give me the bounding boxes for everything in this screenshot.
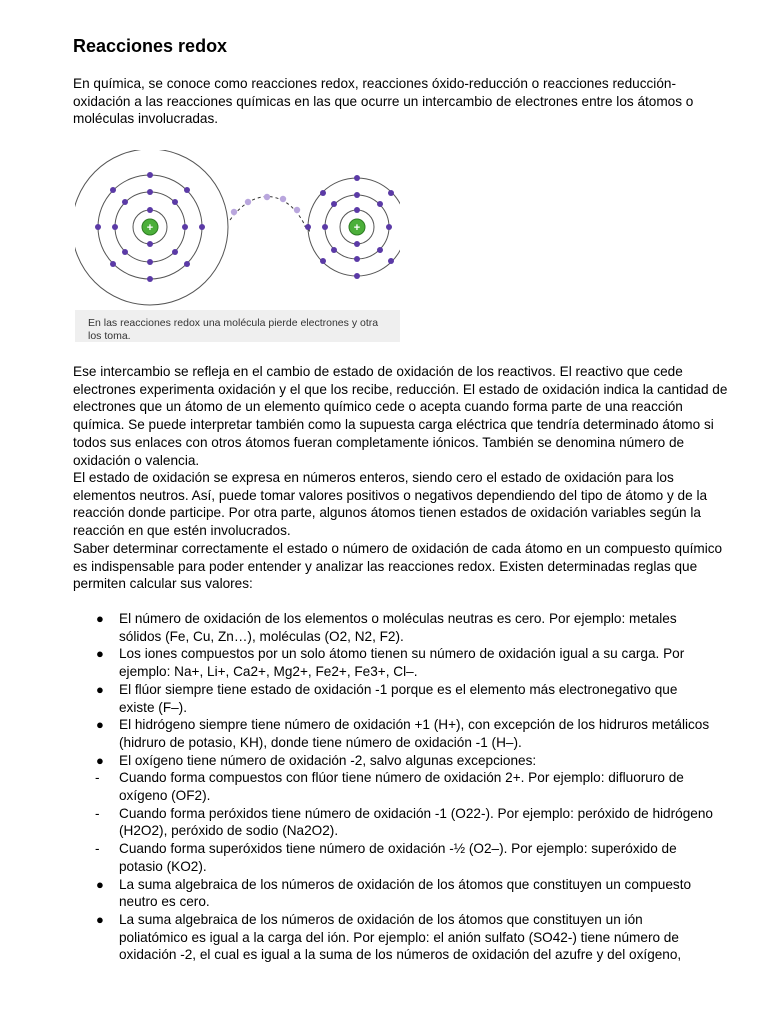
left-nucleus-symbol: + — [146, 222, 154, 234]
list-item-text: El número de oxidación de los elementos o moléculas neutras es cero. Por ejemplo: metales sólidos (Fe, Cu, Zn…), moléculas (O2, N2, F2). — [119, 611, 677, 644]
bullet-marker: ● — [96, 717, 104, 733]
atom-illustration — [75, 150, 400, 310]
list-item-text: El hidrógeno siempre tiene número de oxidación +1 (H+), con excepción de los hidruros metálicos (hidruro de potasio, KH), donde tiene número de oxidación -1 (H–). — [119, 717, 710, 750]
body-paragraph-2: El estado de oxidación se expresa en números enteros, siendo cero el estado de oxidación para los elementos neutros. Así, puede tomar valores positivos o negativos dependiendo del tipo de átomo y de la reacción donde participe. Por otra parte, algunos átomos tienen estados de oxidación variables según la reacción en que estén involucrados. — [73, 470, 708, 539]
redox-figure — [75, 150, 400, 342]
list-item — [73, 681, 713, 716]
bullet-marker: ● — [96, 681, 104, 697]
list-item-text: La suma algebraica de los números de oxidación de los átomos que constituyen un ión poliatómico es igual a la carga del ión. Por ejemplo: el anión sulfato (SO42-) tiene número de oxidación -2, el cual es igual a la suma de los números de oxidación del azufre y del oxígeno, — [119, 911, 682, 963]
dash-marker: - — [95, 841, 100, 857]
list-item-text: Cuando forma peróxidos tiene número de oxidación -1 (O22-). Por ejemplo: peróxido de hidrógeno (H2O2), peróxido de sodio (Na2O2). — [119, 805, 713, 839]
bullet-marker: ● — [96, 911, 104, 927]
list-item — [73, 911, 713, 964]
list-item-text: Cuando forma compuestos con flúor tiene número de oxidación 2+. Por ejemplo: difluoruro de oxígeno (OF2). — [119, 770, 684, 804]
dash-marker: - — [95, 805, 100, 821]
body-paragraph-3: Saber determinar correctamente el estado o número de oxidación de cada átomo en un compuesto químico es indispensable para poder entender y analizar las reacciones redox. Existen determinadas reglas que permiten calcular sus valores: — [73, 541, 723, 592]
bullet-marker: ● — [96, 752, 104, 768]
figure-caption: En las reacciones redox una molécula pierde electrones y otra los toma. — [88, 317, 379, 342]
list-item-text: La suma algebraica de los números de oxidación de los átomos que constituyen un compuesto neutro es cero. — [119, 876, 692, 910]
body-paragraph-1: Ese intercambio se refleja en el cambio de estado de oxidación de los reactivos. El reactivo que cede electrones experimenta oxidación y el que los recibe, reducción. El estado de oxidación indica la cantidad de electrones que un átomo de un elemento químico cede o acepta cuando forma parte de una reacción química. Se puede interpretar también como la supuesta carga eléctrica que tendría determinado átomo si todos sus enlaces con otros átomos fueran completamente iónicos. También se denomina número de oxidación o valencia. — [73, 364, 728, 468]
list-item — [73, 610, 713, 645]
list-item — [73, 645, 713, 680]
intro-paragraph: En química, se conoce como reacciones redox, reacciones óxido-reducción o reacciones reducción-oxidación a las reacciones químicas en las que ocurre un intercambio de electrones entre los átomos o moléculas involucradas. — [73, 76, 694, 127]
list-item — [73, 876, 713, 911]
oxidation-rules-list — [73, 610, 713, 964]
transfer-arrow-path — [230, 197, 307, 230]
list-item — [73, 840, 713, 875]
bullet-marker: ● — [96, 646, 104, 662]
list-item-text: Los iones compuestos por un solo átomo tienen su número de oxidación igual a su carga. Por ejemplo: Na+, Li+, Ca2+, Mg2+, Fe2+, Fe3+, Cl–. — [119, 646, 685, 680]
right-nucleus-symbol: + — [353, 222, 361, 234]
bullet-marker: ● — [96, 876, 104, 892]
list-item — [73, 805, 713, 840]
list-item — [73, 752, 713, 770]
list-item — [73, 769, 713, 804]
list-item — [73, 716, 713, 751]
bullet-marker: ● — [96, 611, 104, 626]
list-item-text: Cuando forma superóxidos tiene número de oxidación -½ (O2–). Por ejemplo: superóxido de potasio (KO2). — [119, 841, 677, 874]
page-title: Reacciones redox — [73, 36, 228, 56]
list-item-text: El flúor siempre tiene estado de oxidación -1 porque es el elemento más electronegativo que existe (F–). — [119, 681, 678, 715]
list-item-text: El oxígeno tiene número de oxidación -2, salvo algunas excepciones: — [119, 752, 537, 768]
caption-band — [75, 310, 400, 342]
dash-marker: - — [95, 770, 100, 786]
